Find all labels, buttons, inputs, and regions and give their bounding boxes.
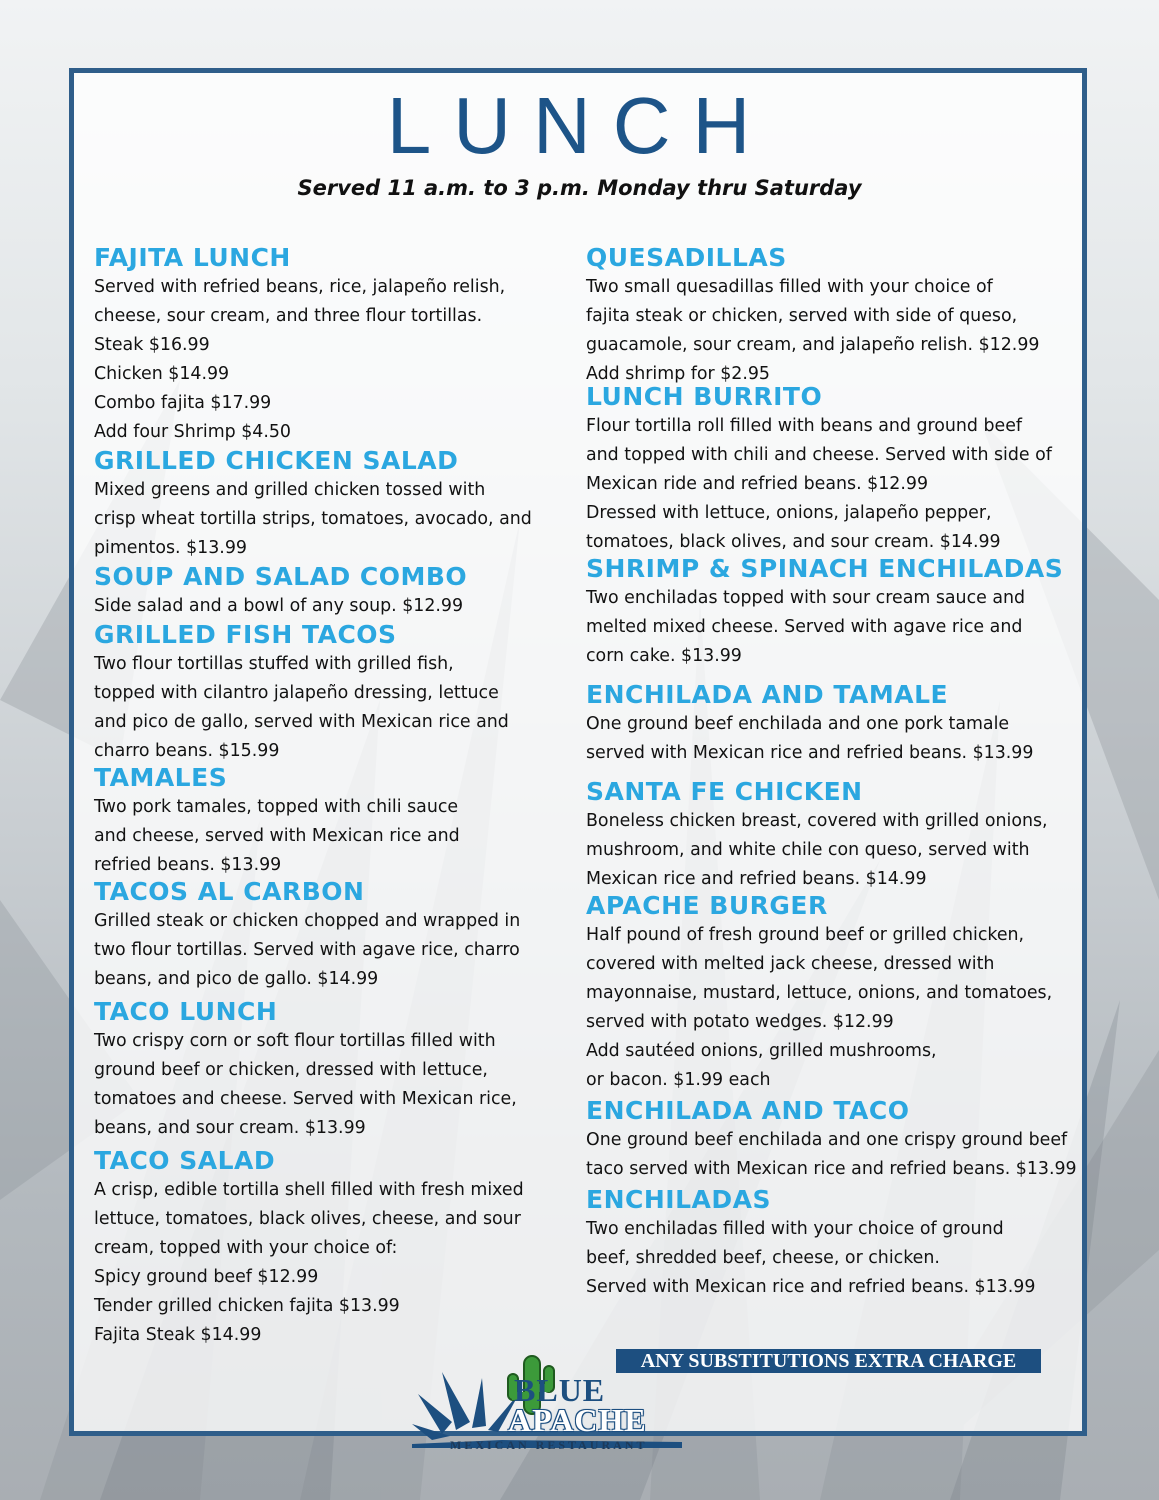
menu-section — [94, 996, 564, 1143]
menu-item-description-line: Two flour tortillas stuffed with grilled fish, — [94, 654, 454, 674]
menu-item-description-line: A crisp, edible tortilla shell filled with fresh mixed — [94, 1180, 524, 1200]
menu-item-description-line: Flour tortilla roll filled with beans and ground beef — [586, 416, 1023, 436]
menu-item-description-line: Grilled steak or chicken chopped and wrapped in — [94, 911, 521, 931]
menu-section — [94, 445, 564, 563]
menu-item-description-line: Two small quesadillas filled with your choice of — [586, 277, 993, 297]
hours-subtitle: Served 11 a.m. to 3 p.m. Monday thru Saturday — [297, 176, 862, 200]
menu-item-heading: GRILLED CHICKEN SALAD — [94, 446, 459, 475]
logo-word-apache: APACHE — [508, 1402, 647, 1438]
menu-item-description-line: charro beans. $15.99 — [94, 741, 280, 761]
menu-item-description-line: Add shrimp for $2.95 — [586, 364, 770, 384]
menu-section — [94, 876, 564, 994]
menu-item-description-line: corn cake. $13.99 — [586, 646, 742, 666]
menu-item-heading: GRILLED FISH TACOS — [94, 620, 397, 649]
menu-section — [94, 561, 564, 621]
menu-item-description-line: and topped with chili and cheese. Served with side of — [586, 445, 1052, 465]
menu-item-heading: SANTA FE CHICKEN — [586, 777, 863, 806]
menu-item-description-line: covered with melted jack cheese, dressed with — [586, 954, 995, 974]
menu-section — [94, 762, 564, 880]
menu-section — [586, 1095, 1076, 1184]
menu-item-description-line: mushroom, and white chile con queso, served with — [586, 840, 1030, 860]
menu-section — [586, 679, 1076, 768]
menu-section — [94, 1145, 564, 1350]
menu-item-description-line: or bacon. $1.99 each — [586, 1070, 771, 1090]
menu-section — [586, 776, 1076, 894]
menu-section — [586, 890, 1076, 1095]
menu-item-description-line: lettuce, tomatoes, black olives, cheese, and sour — [94, 1209, 521, 1229]
menu-item-description-line: tomatoes, black olives, and sour cream. $14.99 — [586, 532, 1001, 552]
menu-item-description-line: Chicken $14.99 — [94, 364, 230, 384]
menu-item-description-line: two flour tortillas. Served with agave rice, charro — [94, 940, 520, 960]
menu-item-description-line: Tender grilled chicken fajita $13.99 — [94, 1296, 400, 1316]
blue-apache-logo — [412, 1344, 692, 1456]
menu-item-heading: QUESADILLAS — [586, 243, 787, 272]
menu-item-description-line: served with potato wedges. $12.99 — [586, 1012, 894, 1032]
menu-item-description-line: Combo fajita $17.99 — [94, 393, 272, 413]
menu-item-description-line: tomatoes and cheese. Served with Mexican rice, — [94, 1089, 517, 1109]
menu-item-description-line: cream, topped with your choice of: — [94, 1238, 398, 1258]
menu-section — [94, 619, 564, 766]
menu-item-description-line: One ground beef enchilada and one pork tamale — [586, 714, 1010, 734]
menu-item-description-line: Two enchiladas filled with your choice of ground — [586, 1219, 1004, 1239]
menu-item-description-line: Mixed greens and grilled chicken tossed with — [94, 480, 486, 500]
substitutions-notice: ANY SUBSTITUTIONS EXTRA CHARGE — [616, 1349, 1041, 1373]
menu-item-description-line: Side salad and a bowl of any soup. $12.99 — [94, 596, 464, 616]
page-title: LUNCH — [386, 81, 773, 170]
menu-item-description-line: Add four Shrimp $4.50 — [94, 422, 291, 442]
logo-word-blue: BLUE — [514, 1372, 606, 1408]
menu-item-description-line: taco served with Mexican rice and refried beans. $13.99 — [586, 1159, 1077, 1179]
menu-item-description-line: Served with refried beans, rice, jalapeño relish, — [94, 277, 506, 297]
menu-item-description-line: refried beans. $13.99 — [94, 855, 282, 875]
menu-item-description-line: One ground beef enchilada and one crispy ground beef — [586, 1130, 1068, 1150]
menu-item-description-line: served with Mexican rice and refried beans. $13.99 — [586, 743, 1034, 763]
menu-item-heading: TACO SALAD — [94, 1146, 276, 1175]
menu-item-heading: APACHE BURGER — [586, 891, 828, 920]
menu-item-heading: FAJITA LUNCH — [94, 243, 291, 272]
logo-tagline: MEXICAN RESTAURANT — [450, 1438, 648, 1452]
menu-section — [586, 1184, 1076, 1302]
menu-section — [586, 553, 1076, 671]
menu-item-description-line: Served with Mexican rice and refried beans. $13.99 — [586, 1277, 1036, 1297]
menu-item-description-line: ground beef or chicken, dressed with lettuce, — [94, 1060, 488, 1080]
menu-item-description-line: cheese, sour cream, and three flour tortillas. — [94, 306, 483, 326]
menu-item-description-line: pimentos. $13.99 — [94, 538, 247, 558]
menu-item-description-line: Dressed with lettuce, onions, jalapeño pepper, — [586, 503, 992, 523]
menu-item-heading: TACOS AL CARBON — [94, 877, 365, 906]
menu-item-description-line: beans, and pico de gallo. $14.99 — [94, 969, 379, 989]
menu-item-description-line: Boneless chicken breast, covered with grilled onions, — [586, 811, 1048, 831]
menu-item-description-line: beef, shredded beef, cheese, or chicken. — [586, 1248, 940, 1268]
menu-item-description-line: Mexican ride and refried beans. $12.99 — [586, 474, 929, 494]
menu-item-description-line: Steak $16.99 — [94, 335, 210, 355]
menu-section — [586, 242, 1076, 389]
menu-item-description-line: Mexican rice and refried beans. $14.99 — [586, 869, 927, 889]
menu-item-description-line: beans, and sour cream. $13.99 — [94, 1118, 366, 1138]
menu-item-description-line: Two enchiladas topped with sour cream sauce and — [586, 588, 1026, 608]
menu-item-description-line: Two pork tamales, topped with chili sauce — [94, 797, 459, 817]
left-menu-column — [94, 236, 564, 1350]
menu-item-heading: SHRIMP & SPINACH ENCHILADAS — [586, 554, 1064, 583]
menu-item-heading: ENCHILADA AND TACO — [586, 1096, 910, 1125]
menu-item-description-line: Fajita Steak $14.99 — [94, 1325, 262, 1345]
menu-item-description-line: and cheese, served with Mexican rice and — [94, 826, 460, 846]
menu-item-description-line: and pico de gallo, served with Mexican rice and — [94, 712, 509, 732]
menu-item-heading: ENCHILADAS — [586, 1185, 771, 1214]
right-menu-column — [586, 236, 1076, 1302]
menu-item-description-line: topped with cilantro jalapeño dressing, lettuce — [94, 683, 499, 703]
menu-item-heading: SOUP AND SALAD COMBO — [94, 562, 468, 591]
menu-item-description-line: Two crispy corn or soft flour tortillas filled with — [94, 1031, 496, 1051]
menu-item-heading: TACO LUNCH — [94, 997, 278, 1026]
menu-item-description-line: fajita steak or chicken, served with side of queso, — [586, 306, 1018, 326]
menu-item-description-line: Add sautéed onions, grilled mushrooms, — [586, 1041, 937, 1061]
menu-item-description-line: Spicy ground beef $12.99 — [94, 1267, 319, 1287]
menu-item-description-line: Half pound of fresh ground beef or grilled chicken, — [586, 925, 1025, 945]
menu-item-heading: LUNCH BURRITO — [586, 382, 823, 411]
menu-item-description-line: crisp wheat tortilla strips, tomatoes, avocado, and — [94, 509, 532, 529]
menu-item-heading: TAMALES — [94, 763, 228, 792]
menu-item-heading: ENCHILADA AND TAMALE — [586, 680, 949, 709]
menu-item-description-line: guacamole, sour cream, and jalapeño relish. $12.99 — [586, 335, 1040, 355]
menu-item-description-line: melted mixed cheese. Served with agave rice and — [586, 617, 1023, 637]
menu-section — [586, 381, 1076, 557]
menu-item-description-line: mayonnaise, mustard, lettuce, onions, and tomatoes, — [586, 983, 1053, 1003]
menu-section — [94, 242, 564, 447]
